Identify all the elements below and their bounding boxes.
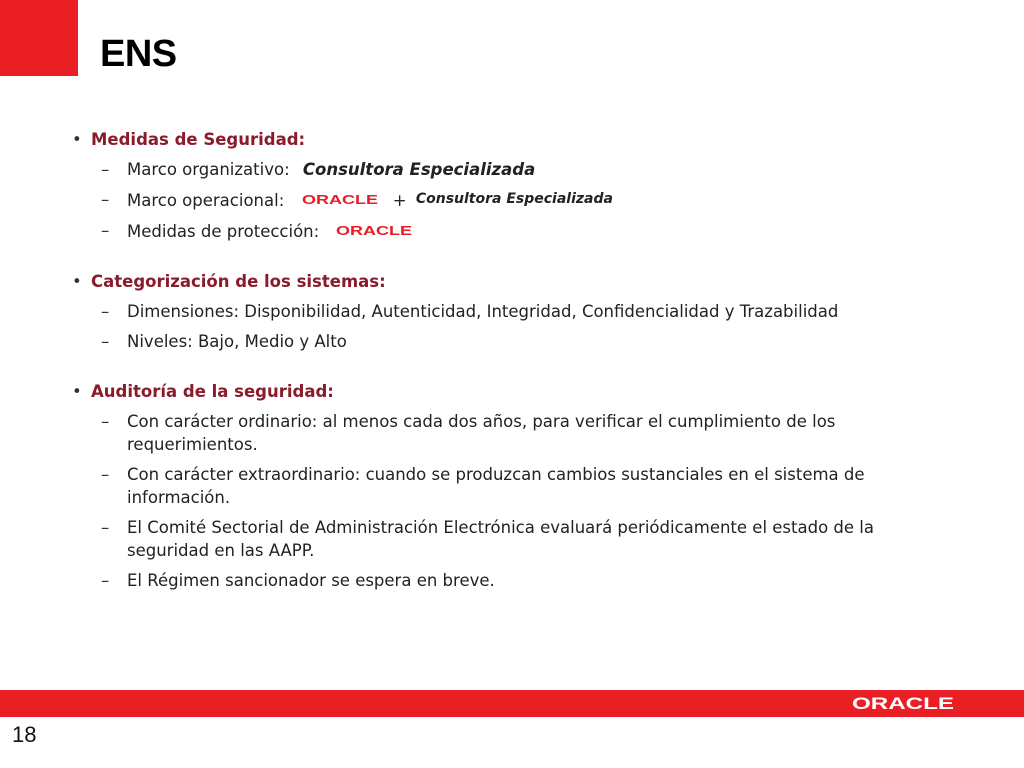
dash-bullet-icon: – bbox=[101, 518, 110, 537]
list-item bbox=[70, 158, 950, 181]
list-item bbox=[70, 300, 950, 323]
section-heading: • Medidas de Seguridad: bbox=[70, 128, 950, 151]
item-text: Marco operacional: bbox=[127, 191, 285, 210]
dash-bullet-icon: – bbox=[101, 465, 110, 484]
slide-title: ENS bbox=[100, 33, 177, 75]
section-medidas-seguridad bbox=[70, 128, 950, 243]
slide-content bbox=[70, 128, 950, 619]
item-text: El Comité Sectorial de Administración Electrónica evaluará periódicamente el estado de la seguridad en las AAPP. bbox=[127, 518, 874, 560]
dash-bullet-icon: – bbox=[101, 412, 110, 431]
list-item bbox=[70, 569, 950, 592]
footer-bar bbox=[0, 690, 1024, 717]
dash-bullet-icon: – bbox=[101, 571, 110, 590]
svg-text:ORACLE: ORACLE bbox=[852, 694, 954, 712]
list-item bbox=[70, 463, 950, 509]
item-text: Marco organizativo: bbox=[127, 160, 290, 179]
item-emphasis: Consultora Especializada bbox=[302, 160, 536, 179]
item-text: Medidas de protección: bbox=[127, 222, 320, 241]
section-heading: • Auditoría de la seguridad: bbox=[70, 380, 950, 403]
list-item bbox=[70, 410, 950, 456]
section-categorizacion bbox=[70, 270, 950, 353]
list-item bbox=[70, 188, 950, 212]
oracle-logo bbox=[302, 188, 382, 211]
dash-bullet-icon: – bbox=[101, 302, 110, 321]
item-text: Dimensiones: Disponibilidad, Autenticidad, Integridad, Confidencialidad y Trazabilidad bbox=[127, 302, 839, 321]
page-number: 18 bbox=[12, 722, 37, 747]
item-text: Niveles: Bajo, Medio y Alto bbox=[127, 332, 347, 351]
section-heading: • Categorización de los sistemas: bbox=[70, 270, 950, 293]
dash-bullet-icon: – bbox=[101, 160, 110, 179]
list-item bbox=[70, 330, 950, 353]
plus-sign: + bbox=[392, 191, 407, 210]
section-auditoria bbox=[70, 380, 950, 592]
oracle-logo bbox=[852, 694, 958, 717]
item-emphasis: Consultora Especializada bbox=[415, 191, 613, 207]
list-item bbox=[70, 516, 950, 562]
svg-text:ORACLE: ORACLE bbox=[336, 224, 413, 236]
item-text: Con carácter extraordinario: cuando se produzcan cambios sustanciales en el sistema de información. bbox=[127, 465, 865, 507]
list-item bbox=[70, 219, 950, 243]
item-text: Con carácter ordinario: al menos cada dos años, para verificar el cumplimiento de los requerimientos. bbox=[127, 412, 836, 454]
svg-text:ORACLE: ORACLE bbox=[301, 193, 378, 205]
dash-bullet-icon: – bbox=[101, 190, 110, 209]
dash-bullet-icon: – bbox=[101, 221, 110, 240]
oracle-logo bbox=[336, 219, 416, 242]
title-accent-block bbox=[0, 0, 78, 76]
item-text: El Régimen sancionador se espera en breve. bbox=[127, 571, 495, 590]
dash-bullet-icon: – bbox=[101, 332, 110, 351]
